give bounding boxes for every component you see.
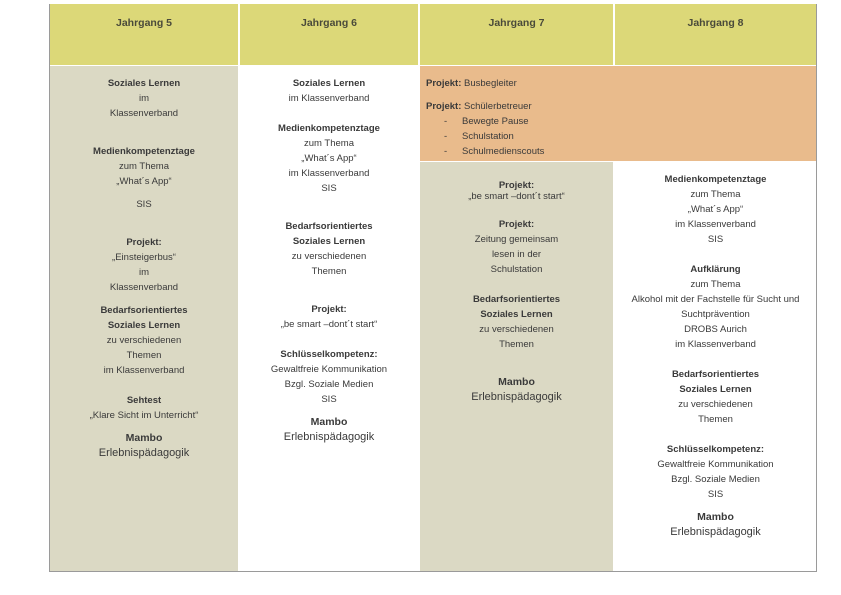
column-jahrgang-5 [50,66,238,571]
block-line: „be smart –dont´t start“ [280,319,378,330]
block-line: zum Thema [119,161,169,172]
block-title: Mambo [310,416,348,428]
block-title: Medienkompetenztage [278,123,380,134]
block-line: zu verschiedenen [291,251,367,262]
projekt-block [420,180,613,202]
block-line: zu verschiedenen [479,324,554,335]
block-line: Bzgl. Soziale Medien [284,379,374,390]
block-title: Soziales Lernen [292,236,366,247]
header-label: Jahrgang 7 [488,17,545,29]
block-line: DROBS Aurich [684,324,747,335]
block-title: Medienkompetenztage [664,174,767,185]
list-item-label: Schulstation [462,131,514,142]
projekt-block [240,302,418,332]
block-line: Erlebnispädagogik [670,526,761,538]
block-line: „What´s App“ [687,204,744,215]
projekt-zeitung-block [420,217,613,277]
block-line: Erlebnispädagogik [471,391,562,403]
block-line: Themen [698,414,733,425]
block-line: Alkohol mit der Fachstelle für Sucht und [631,294,800,305]
block-line: im Klassenverband [103,365,185,376]
block-line: Klassenverband [109,108,179,119]
block-line: im Klassenverband [675,339,756,350]
header-jahrgang-6 [240,4,418,65]
block-title: Mambo [697,511,734,523]
bedarf-block [240,219,418,279]
block-line: SIS [707,489,724,500]
block-line: Suchtprävention [681,309,750,320]
column-jahrgang-8 [615,162,816,571]
block-title: Projekt: [126,237,162,248]
block-line: Bzgl. Soziale Medien [671,474,760,485]
list-item [426,114,544,129]
mambo-block [420,375,613,404]
header-label: Jahrgang 8 [687,17,744,29]
block-title: Soziales Lernen [107,320,181,331]
list-item-label: Bewegte Pause [462,116,529,127]
header-label: Jahrgang 5 [115,17,173,29]
block-line: lesen in der [491,249,542,260]
block-line: „Klare Sicht im Unterricht“ [89,410,199,421]
block-title: Bedarfsorientiertes [671,369,760,380]
schluessel-block [240,347,418,407]
block-title: Projekt: [498,180,535,191]
block-line: zu verschiedenen [678,399,753,410]
block-title: Medienkompetenztage [93,146,195,157]
block-line: Erlebnispädagogik [98,447,190,459]
block-title: Schlüsselkompetenz: [280,349,378,360]
block-title: Projekt: [498,219,535,230]
block-line: „Einsteigerbus“ [112,252,176,263]
bedarf-block [420,292,613,352]
program-table [49,4,817,572]
block-line: im Klassenverband [288,168,370,179]
column-jahrgang-7 [420,162,613,571]
block-title: Bedarfsorientiertes [100,305,188,316]
block-title: Aufklärung [690,264,741,275]
block-line: „What´s App“ [116,176,172,187]
block-line: im [138,267,150,278]
block-line: SIS [321,183,337,194]
block-line: Erlebnispädagogik [283,431,375,443]
medienkompetenz-block [50,144,238,212]
schluessel-block [615,442,816,502]
block-line: im Klassenverband [675,219,756,230]
block-line: Themen [499,339,534,350]
column-jahrgang-6 [240,66,418,571]
block-line: SIS [321,394,337,405]
block-line: Themen [126,350,162,361]
block-line: Themen [311,266,347,277]
block-line: Klassenverband [109,282,179,293]
block-line: Busbegleiter [464,78,517,89]
aufklaerung-block [615,262,816,352]
block-title: Sehtest [126,395,162,406]
header-jahrgang-5 [50,4,238,65]
block-line: zum Thema [690,279,741,290]
projekt-busbegleiter [426,76,544,91]
block-title: Mambo [498,376,535,388]
block-line: SIS [707,234,724,245]
block-line: Schulstation [490,264,543,275]
block-title: Soziales Lernen [292,78,366,89]
mambo-block [50,431,238,460]
block-line: Zeitung gemeinsam [474,234,559,245]
bedarf-block [615,367,816,427]
soziales-lernen-block [240,76,418,106]
list-item-label: Schulmedienscouts [462,146,545,157]
block-line: zu verschiedenen [106,335,182,346]
block-title: Projekt: [426,101,462,112]
projekt-schuelerbetreuer [426,99,544,114]
block-title: Mambo [125,432,163,444]
projekt-block [50,235,238,295]
header-jahrgang-7 [420,4,613,65]
medienkompetenz-block [615,172,816,247]
mambo-block [615,510,816,539]
block-line: Gewaltfreie Kommunikation [657,459,774,470]
schuelerbetreuer-list [426,114,544,159]
block-line: im Klassenverband [288,93,370,104]
block-line: zum Thema [690,189,741,200]
block-line: „be smart –dont´t start“ [468,191,565,202]
block-title: Soziales Lernen [679,384,752,395]
block-line: im [138,93,150,104]
medienkompetenz-block [240,121,418,196]
shared-projects-block [420,66,816,161]
list-item [426,144,544,159]
list-item [426,129,544,144]
block-line: „What´s App“ [301,153,357,164]
header-jahrgang-8 [615,4,816,65]
block-line: Schülerbetreuer [464,101,532,112]
block-title: Soziales Lernen [107,78,181,89]
header-label: Jahrgang 6 [300,17,358,29]
block-title: Soziales Lernen [480,309,553,320]
block-line: SIS [136,199,152,210]
block-title: Bedarfsorientiertes [472,294,561,305]
block-title: Projekt: [311,304,347,315]
bedarf-block [50,303,238,378]
block-title: Schlüsselkompetenz: [666,444,765,455]
block-title: Bedarfsorientiertes [285,221,373,232]
block-title: Projekt: [426,78,462,89]
block-line: Gewaltfreie Kommunikation [270,364,388,375]
soziales-lernen-block [50,76,238,121]
sehtest-block [50,393,238,423]
mambo-block [240,415,418,444]
block-line: zum Thema [304,138,354,149]
